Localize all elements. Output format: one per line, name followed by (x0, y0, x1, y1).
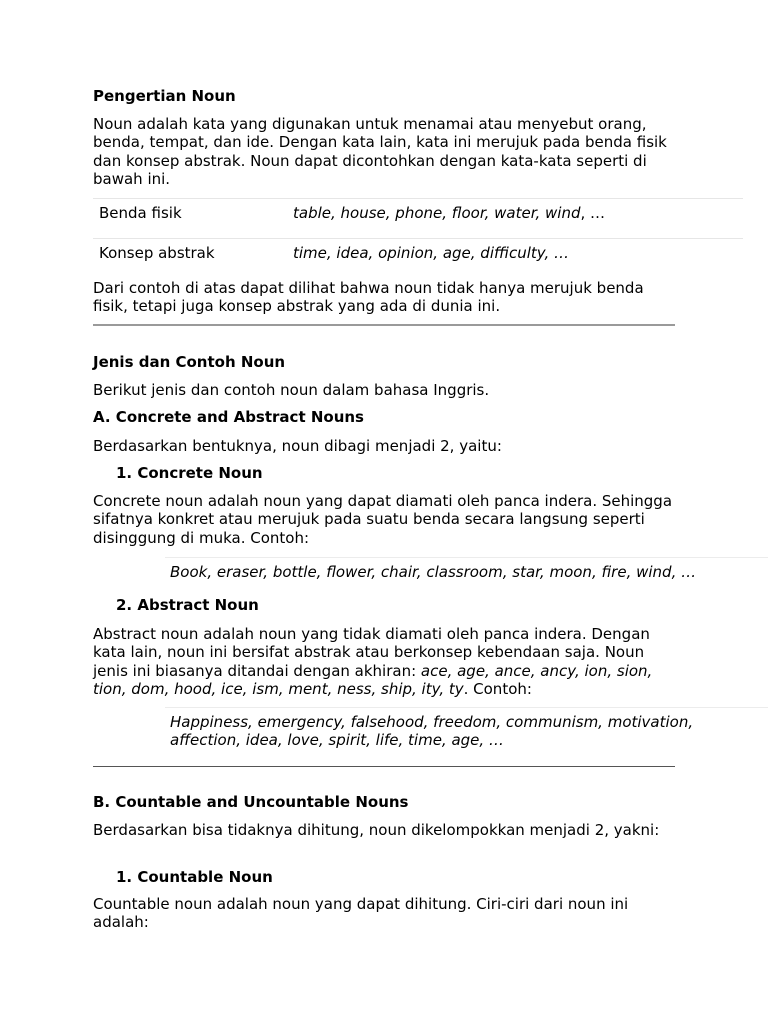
abstract-noun-suffixes: ace, age, ance, ancy, ion, sion, tion, dom, hood, ice, ism, ment, ness, ship, ity, ty (93, 661, 653, 698)
countable-noun-paragraph: Countable noun adalah noun yang dapat dihitung. Ciri-ciri dari noun ini adalah: (93, 895, 629, 932)
abstract-noun-examples: Happiness, emergency, falsehood, freedom, communism, motivation, affection, idea, love, spirit, life, time, age, … (170, 713, 694, 750)
definition-paragraph: Noun adalah kata yang digunakan untuk menamai atau menyebut orang, benda, tempat, dan ide. Dengan kata lain, kata ini merujuk pada benda fisik dan konsep abstrak. Noun dapat dicontohkan dengan kata-kata seperti di bawah ini. (93, 115, 667, 188)
concrete-noun-examples: Book, eraser, bottle, flower, chair, classroom, star, moon, fire, wind, … (170, 563, 697, 581)
section-title-pengertian-noun: Pengertian Noun (93, 87, 236, 105)
table-border-top (93, 198, 743, 199)
heading-concrete-noun: 1. Concrete Noun (116, 464, 263, 482)
horizontal-divider (93, 324, 675, 326)
example-block-border (165, 557, 768, 558)
example-block-border (165, 707, 768, 708)
heading-countable-uncountable: B. Countable and Uncountable Nouns (93, 793, 409, 811)
heading-abstract-noun: 2. Abstract Noun (116, 596, 259, 614)
heading-concrete-abstract: A. Concrete and Abstract Nouns (93, 408, 364, 426)
table-row-2-label: Konsep abstrak (99, 244, 215, 262)
heading-countable-noun: 1. Countable Noun (116, 868, 273, 886)
table-row-1-suffix: , … (580, 204, 606, 222)
table-row-1-label: Benda fisik (99, 204, 182, 222)
abstract-noun-paragraph (93, 625, 683, 698)
countable-uncountable-intro: Berdasarkan bisa tidaknya dihitung, noun dikelompokkan menjadi 2, yakni: (93, 821, 660, 839)
table-row-2-examples: time, idea, opinion, age, difficulty, … (293, 244, 570, 262)
concrete-abstract-intro: Berdasarkan bentuknya, noun dibagi menjadi 2, yaitu: (93, 437, 502, 455)
table-border-middle (93, 238, 743, 239)
section-intro: Berikut jenis dan contoh noun dalam bahasa Inggris. (93, 381, 490, 399)
section-title-jenis-noun: Jenis dan Contoh Noun (93, 353, 286, 371)
horizontal-divider (93, 766, 675, 767)
abstract-noun-text: Abstract noun adalah noun yang tidak diamati oleh panca indera. Dengan kata lain, noun ini bersifat abstrak atau berkonsep kebendaan saja. Noun jenis ini biasanya ditandai dengan akhiran: (93, 625, 650, 680)
concrete-noun-paragraph: Concrete noun adalah noun yang dapat diamati oleh panca indera. Sehingga sifatnya konkret atau merujuk pada suatu benda secara langsung seperti disinggung di muka. Contoh: (93, 492, 673, 547)
abstract-noun-text-end: . Contoh: (463, 679, 532, 698)
table-row-1-examples-cell (293, 204, 605, 222)
table-row-1-examples: table, house, phone, floor, water, wind (293, 204, 581, 222)
conclusion-paragraph: Dari contoh di atas dapat dilihat bahwa noun tidak hanya merujuk benda fisik, tetapi juga konsep abstrak yang ada di dunia ini. (93, 279, 644, 316)
